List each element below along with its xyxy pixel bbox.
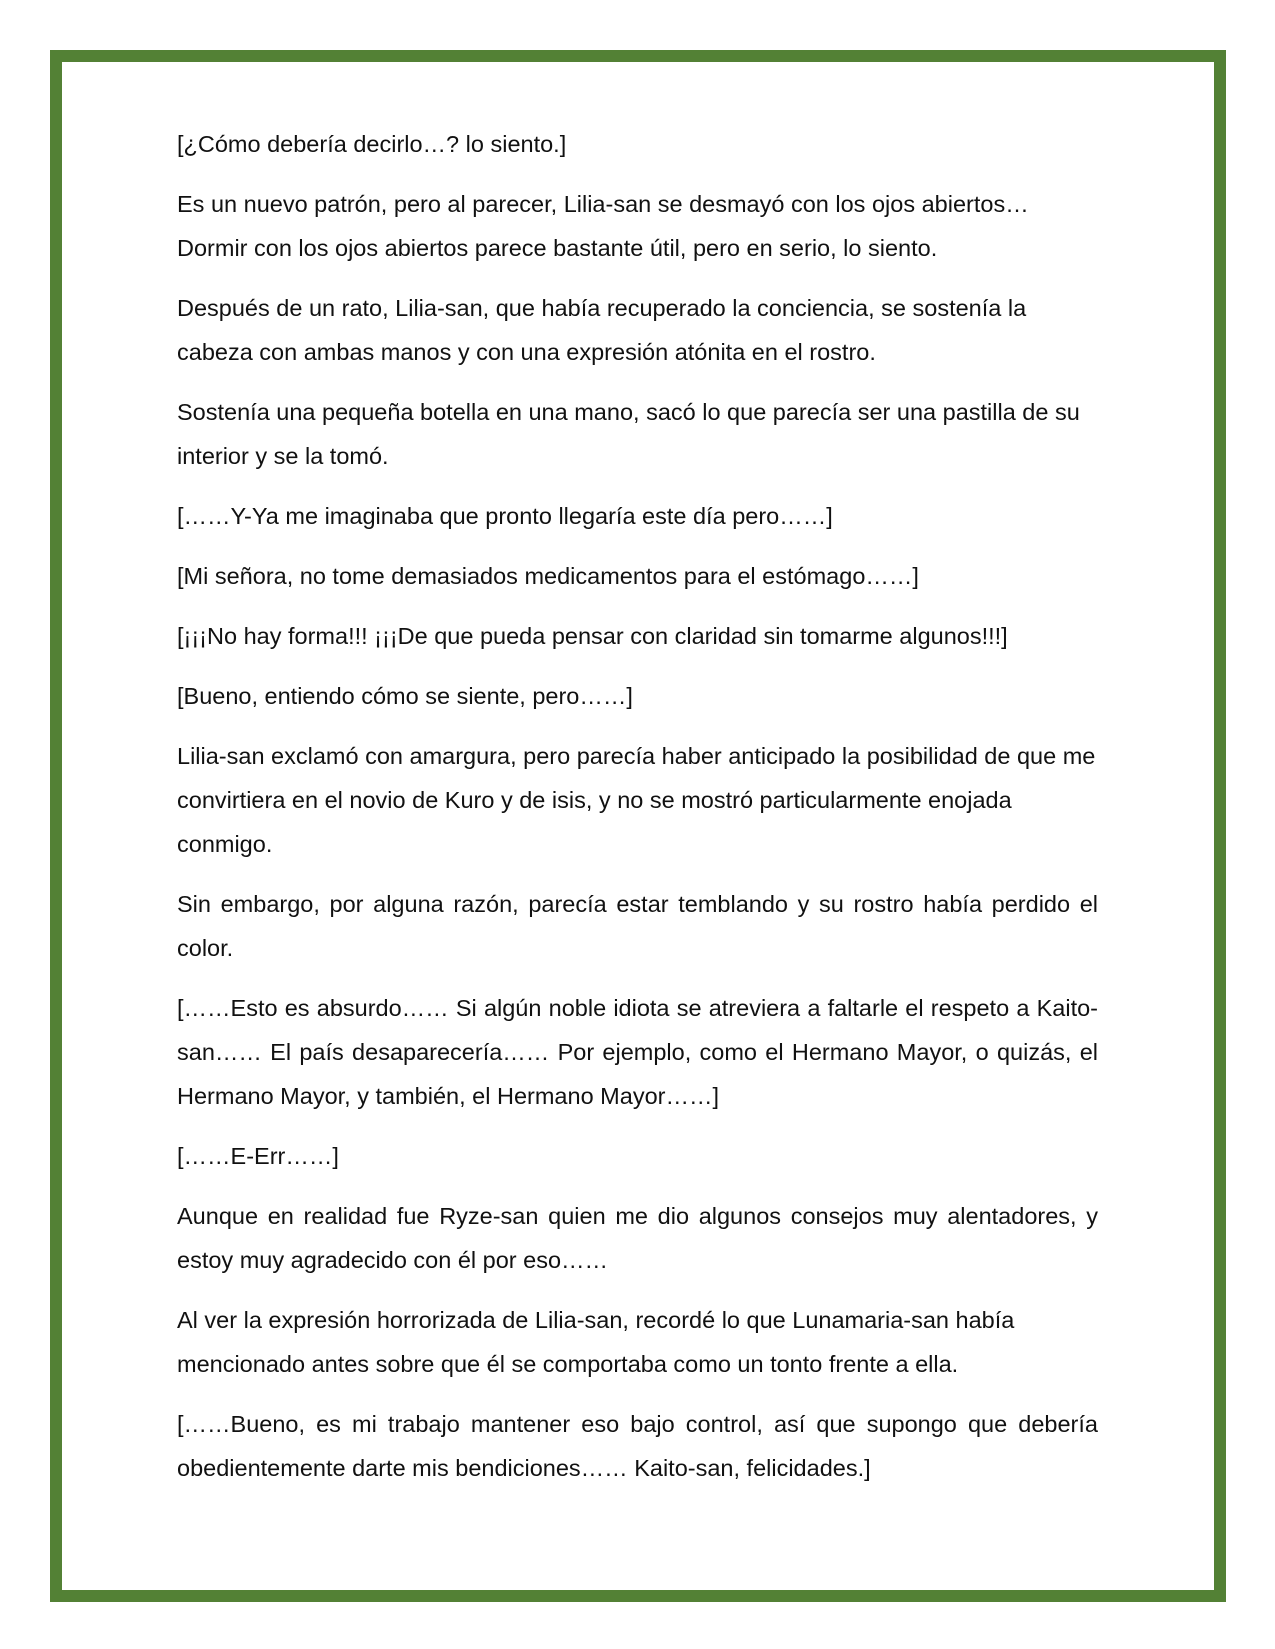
paragraph-9: Lilia-san exclamó con amargura, pero parecía haber anticipado la posibilidad de que me convirtiera en el novio de Kuro y de isis, y no se mostró particularmente enojada conmigo. xyxy=(177,743,1096,857)
paragraph-14: Al ver la expresión horrorizada de Lilia-san, recordé lo que Lunamaria-san había mencionado antes sobre que él se comportaba como un tonto frente a ella. xyxy=(177,1307,1015,1377)
paragraph-11: [……Esto es absurdo…… Si algún noble idiota se atreviera a faltarle el respeto a Kaito-san…… El país desaparecería…… Por ejemplo, como el Hermano Mayor, o quizás, el Hermano Mayor, y también, el Hermano Mayor……] xyxy=(177,995,1098,1109)
paragraph-6: [Mi señora, no tome demasiados medicamentos para el estómago……] xyxy=(177,563,919,589)
paragraph-10: Sin embargo, por alguna razón, parecía estar temblando y su rostro había perdido el color. xyxy=(177,891,1098,961)
paragraph-7: [¡¡¡No hay forma!!! ¡¡¡De que pueda pensar con claridad sin tomarme algunos!!!] xyxy=(177,623,1008,649)
paragraph-5: [……Y-Ya me imaginaba que pronto llegaría este día pero……] xyxy=(177,503,833,529)
paragraph-13: Aunque en realidad fue Ryze-san quien me dio algunos consejos muy alentadores, y estoy muy agradecido con él por eso…… xyxy=(177,1203,1098,1273)
document-body xyxy=(177,122,1098,1506)
paragraph-12: [……E-Err……] xyxy=(177,1143,339,1169)
paragraph-2: Es un nuevo patrón, pero al parecer, Lilia-san se desmayó con los ojos abiertos… Dormir con los ojos abiertos parece bastante útil, pero en serio, lo siento. xyxy=(177,191,1029,261)
paragraph-15: [……Bueno, es mi trabajo mantener eso bajo control, así que supongo que debería obedientemente darte mis bendiciones…… Kaito-san, felicidades.] xyxy=(177,1411,1098,1481)
paragraph-4: Sostenía una pequeña botella en una mano, sacó lo que parecía ser una pastilla de su interior y se la tomó. xyxy=(177,399,1080,469)
paragraph-8: [Bueno, entiendo cómo se siente, pero……] xyxy=(177,683,633,709)
paragraph-3: Después de un rato, Lilia-san, que había recuperado la conciencia, se sostenía la cabeza con ambas manos y con una expresión atónita en el rostro. xyxy=(177,295,1027,365)
paragraph-1: [¿Cómo debería decirlo…? lo siento.] xyxy=(177,131,567,157)
